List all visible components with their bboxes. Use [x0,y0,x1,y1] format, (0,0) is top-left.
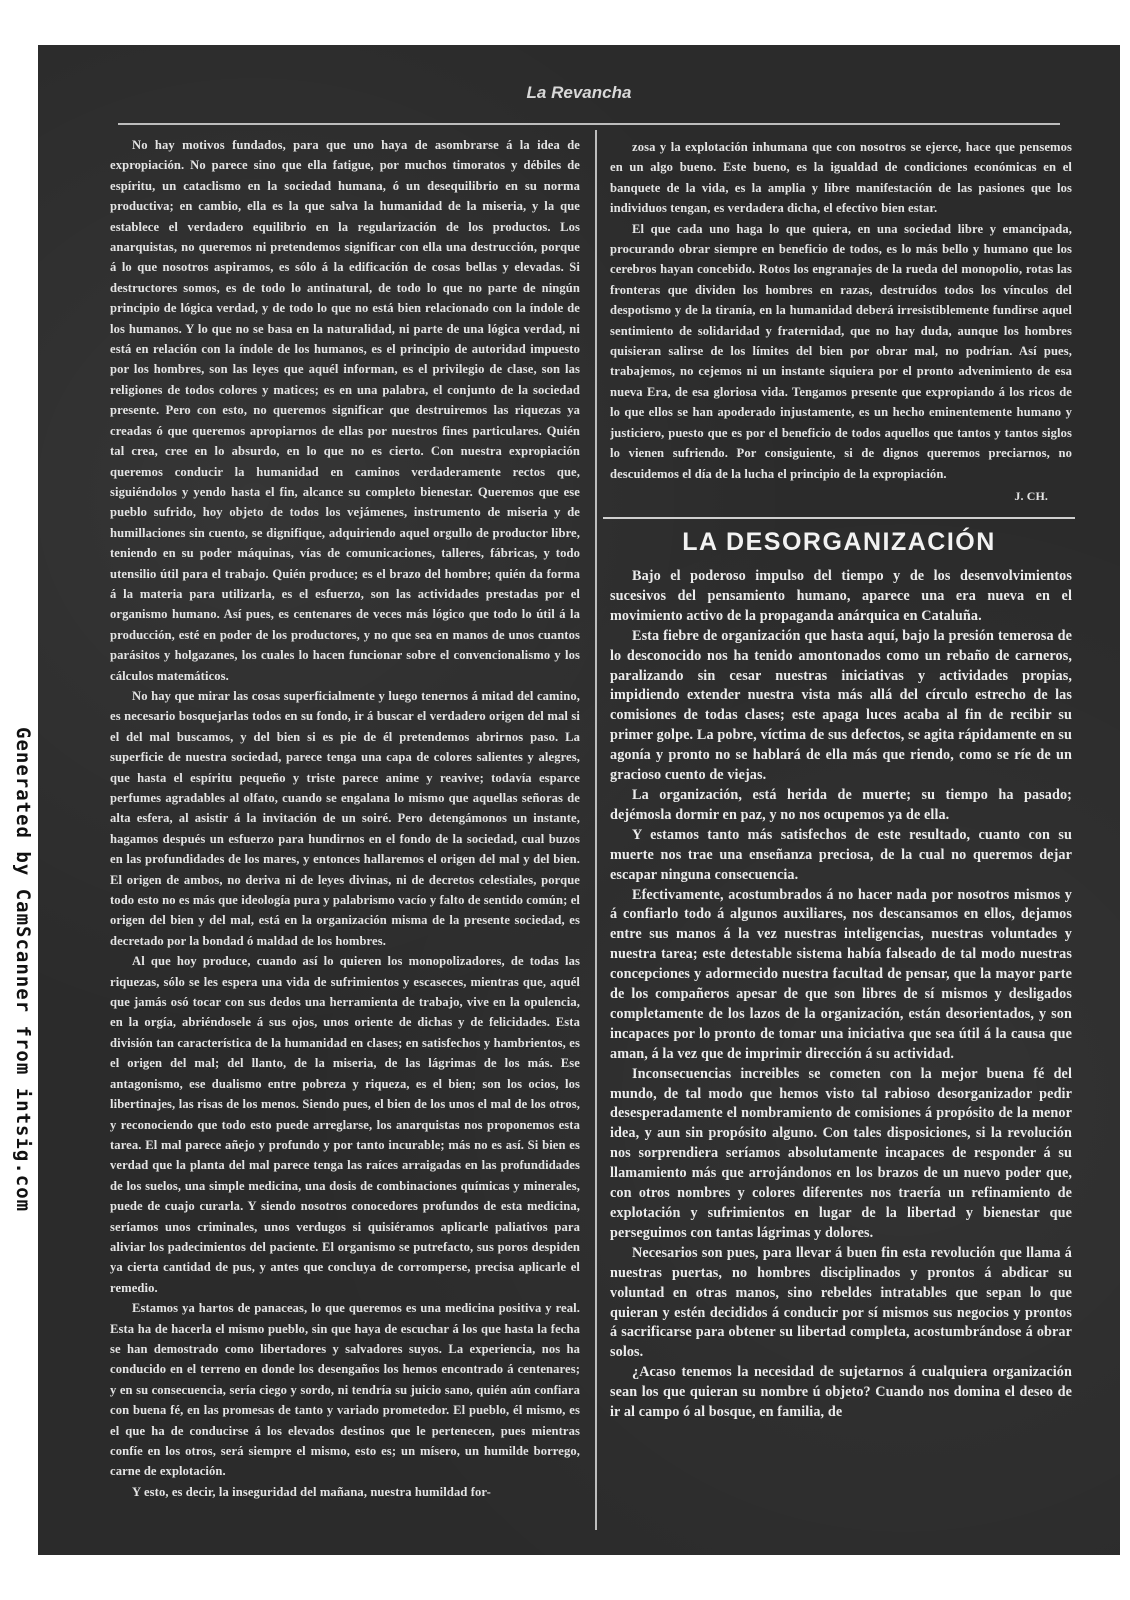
left-paragraph: No hay que mirar las cosas superficialmente y luego tenernos á mitad del camino, es necesario bosquejarlas todos en su fondo, ir á buscar el verdadero origen del mal si el del mal buscamos, y del bien si es pie de él pretendemos abrirnos paso. La superficie de nuestra sociedad, parece tenga una capa de colores salientes y alegres, que hasta el espíritu pequeño y triste parece anime y reavive; todavía esparce perfumes agradables al olfato, cuando se engalana lo mismo que aquellas señoras de alta esfera, al asistir á la invitación de un soiré. Pero detengámonos un instante, hagamos después un esfuerzo para hundirnos en el fondo de la sociedad, cual buzos en las profundidades de los mares, y entonces hallaremos el origen del mal y del bien. El origen de ambos, no deriva ni de leyes divinas, ni de decretos celestiales, porque todo esto no es más que ideología pura y palabrismo vacío y falto de sentido común; el origen del bien y del mal, está en la organización misma de la presente sociedad, es decretado por la bondad ó maldad de los hombres. [110,688,580,948]
newspaper-page-scan [38,45,1120,1555]
right-bottom-paragraph: La organización, está herida de muerte; su tiempo ha pasado; dejémosla dormir en paz, y no nos ocupemos ya de ella. [610,786,1072,823]
left-paragraph: Y esto, es decir, la inseguridad del mañana, nuestra humildad for- [132,1484,491,1499]
right-bottom-paragraph: Necesarios son pues, para llevar á buen fin esta revolución que llama á nuestras puertas, no hombres disciplinados y prontos á abdicar su voluntad en otras manos, sino rebeldes intratables que sepan lo que quieran y estén decididos á conducir por sí mismos sus negocios y prontos á sacrificarse para obtener su libertad completa, acostumbrándose á obrar solos. [610,1244,1072,1361]
right-top-paragraph: zosa y la explotación inhumana que con nosotros se ejerce, hace que pensemos en un algo bueno. Este bueno, es la igualdad de condiciones económicas en el banquete de la vida, es la amplia y libre manifestación de las pasiones que los individuos tengan, es verdadera dicha, el efectivo bien estar. [610,140,1072,216]
section-title: LA DESORGANIZACIÓN [682,528,996,556]
masthead-rule [118,123,1060,125]
author-signature: J. CH. [1014,488,1048,503]
left-paragraph: Estamos ya hartos de panaceas, lo que queremos es una medicina positiva y real. Esta ha de hacerla el mismo pueblo, sin que haya de escuchar á los que hasta la fecha se han demostrado como libertadores y salvadores suyos. La experiencia, nos ha conducido en el terreno en donde los desengaños los hemos encontrado á centenares; y en su consecuencia, sería ciego y sordo, ni tendría su juicio sano, quién aún confiara con buena fé, en las promesas de tanto y variado prometedor. El pueblo, él mismo, es el que ha de conducirse á los elevados destinos que le pertenecen, pues mientras confíe en los otros, será siempre el mismo, esto es; un mísero, un humilde borrego, carne de explotación. [110,1301,580,1479]
right-bottom-paragraph: Efectivamente, acostumbrados á no hacer nada por nosotros mismos y á confiarlo todo á algunos auxiliares, nos descansamos en ellos, dejamos entre sus manos á la vez nuestras inteligencias, nuestras voluntades y nuestra tarea; este detestable sistema había falseado de tal modo nuestras concepciones y adormecido nuestra facultad de pensar, que la mayor parte de los compañeros apesar de que son libres de sí mismos y desligados completamente de los lazos de la organización, están desorientados, y son incapaces por lo pronto de tomar una iniciativa que sea útil á la causa que aman, á la vez que de imprimir dirección á su actividad. [610,886,1072,1062]
right-bottom-paragraph: Y estamos tanto más satisfechos de este resultado, cuanto con su muerte nos trae una enseñanza preciosa, de la cual no queremos dejar escapar ninguna consecuencia. [610,826,1072,883]
left-paragraph: No hay motivos fundados, para que uno haya de asombrarse á la idea de expropiación. No parece sino que ella fatigue, por muchos timoratos y débiles de espíritu, un cataclismo en la sociedad humana, ó un desequilibrio en su norma productiva; en cambio, ella es la que salva la humanidad de la miseria, y la que establece el verdadero equilibrio en la regularización de los productos. Los anarquistas, no queremos ni pretendemos significar con ella una destrucción, porque á lo que nosotros aspiramos, es sólo á la edificación de cosas bellas y elevadas. Si destructores somos, es de todo lo antinatural, de todo lo que no parte de ningún principio de lógica verdad, y de todo lo que no está bien relacionado con la índole de los humanos. Y lo que no se basa en la naturalidad, ni parte de una lógica verdad, ni está en relación con la índole de los humanos, es el principio de autoridad impuesto por los hombres, son las leyes que aquél informan, es el privilegio de clase, son las religiones de todos colores y matices; es en una palabra, el conjunto de la sociedad presente. Pero con esto, no queremos significar que destruiremos las riquezas ya creadas ó que queremos apropiarnos de ellas por nuestros fines particulares. Quién tal crea, cree en lo absurdo, en lo que no es cierto. Con nuestra expropiación queremos conducir la humanidad en caminos verdaderamente rectos que, siguiéndolos y yendo hasta el fin, alcance su completo bienestar. Queremos que ese pueblo sufrido, hoy objeto de todos los vejámenes, instrumento de miseria y de humillaciones sin cuento, se dignifique, adquiriendo aquel orgullo de productor libre, teniendo en su poder máquinas, vías de comunicaciones, talleres, fábricas, y todo utensilio útil para el trabajo. Quién produce; es el brazo del hombre; quién da forma á la materia para utilizarla, es el esfuerzo, son las actividades prestadas por el organismo humano. Así pues, es centenares de veces más lógico que todo lo útil á la producción, esté en poder de los productores, y no que sea en manos de unos cuantos parásitos y holgazanes, los cuales lo hacen funcionar sobre el convencionalismo y los cálculos matemáticos. [110,138,580,683]
masthead: La Revancha [526,83,632,102]
right-bottom-paragraph: Esta fiebre de organización que hasta aquí, bajo la presión temerosa de lo desconocido nos ha tenido amontonados como un rebaño de carneros, paralizando sin cesar nuestras iniciativas y actividades propias, impidiendo extender nuestra vista más allá del círculo estrecho de las comisiones de todas clases; este apaga luces acaba al fin de recibir su primer golpe. La pobre, víctima de sus defectos, se agita rápidamente en su agonía y pronto no se hablará de ella más que riendo, como se ríe de un gracioso cuento de viejas. [610,627,1072,784]
right-bottom-paragraph: ¿Acaso tenemos la necesidad de sujetarnos á cualquiera organización sean los que quieran su nombre ú objeto? Cuando nos domina el deseo de ir al campo ó al bosque, en familia, de [610,1364,1072,1421]
right-column-top [610,137,1072,509]
left-paragraph: Al que hoy produce, cuando así lo quieren los monopolizadores, de todas las riquezas, sólo se les espera una vida de sufrimientos y escaseces, mientras que, aquél que jamás osó tocar con sus dedos una herramienta de trabajo, vive en la opulencia, en la orgía, abriéndosele á sus ojos, unos oriente de dichas y de felicidades. Esta división tan característica de la humanidad en clases; en satisfechos y hambrientos, es el origen del mal; del llanto, de la miseria, de las lágrimas de los más. Ese antagonismo, ese dualismo entre pobreza y riqueza, es el bien; son los ocios, los libertinajes, las risas de los menos. Siendo pues, el bien de los unos el mal de los otros, y reconociendo que todo esto puede arreglarse, los anarquistas nos proponemos esta tarea. El mal parece añejo y profundo y por tanto incurable; más no es así. Si bien es verdad que la planta del mal parece tenga las raíces arraigadas en las profundidades de los suelos, una simple medicina, una dosis de combinaciones químicas y minerales, puede de cuajo curarla. Y siendo nosotros conocedores profundos de esta medicina, seríamos unos criminales, unos verdugos si quisiéramos aplicarle paliativos para aliviar los padecimientos del paciente. El organismo se putrefacto, sus poros despiden ya cierta cantidad de pus, y antes que concluya de corromperse, precisa aplicarle el remedio. [110,954,580,1295]
right-column-bottom [610,567,1072,1522]
right-top-paragraph: El que cada uno haga lo que quiera, en una sociedad libre y emancipada, procurando obrar siempre en beneficio de todos, es lo más bello y humano que los cerebros hayan concebido. Rotos los engranajes de la rueda del monopolio, rotas las fronteras que dividen los hombres en razas, destruídos todos los vínculos del despotismo y de la tiranía, en la humanidad deberá irresistiblemente fundirse aquel sentimiento de solidaridad y fraternidad, que no hay duda, aunque los hombres quisieran salirse de los límites del bien por obrar mal, no podrían. Así pues, trabajemos, no cejemos ni un instante siquiera por el pronto advenimiento de esa nueva Era, de esa gloriosa vida. Tengamos presente que expropiando á los ricos de lo que ellos se han apoderado injustamente, es un hecho eminentemente humano y justiciero, puesto que es por el beneficio de todos aquellos que tantos y tantos siglos lo vienen sufriendo. Por consiguiente, si de dignos queremos preciarnos, no descuidemos el día de la lucha el principio de la expropiación. [610,221,1072,481]
right-bottom-paragraph: Bajo el poderoso impulso del tiempo y de los desenvolvimientos sucesivos del pensamiento humano, aparece una era nueva en el movimiento activo de la propaganda anárquica en Cataluña. [610,568,1072,624]
column-divider [595,130,597,1530]
section-rule [603,517,1075,519]
left-column [110,135,580,1535]
right-bottom-paragraph: Inconsecuencias increibles se cometen con la mejor buena fé del mundo, de tal modo que hemos visto tal rabioso desorganizador pedir desesperadamente el nombramiento de comisiones á propósito de la menor idea, y aun sin propósito alguno. Con tales disposiciones, si la revolución nos sorprendiera seríamos absolutamente incapaces de responder á su llamamiento más que arrojándonos en los brazos de un nuevo poder que, con otros nombres y colores diferentes nos traería un refinamiento de explotación y sufrimientos en lugar de la libertad y bienestar que perseguimos con tantas lágrimas y dolores. [610,1065,1072,1241]
camscanner-watermark: Generated by CamScanner from intsig.com [12,727,34,1213]
